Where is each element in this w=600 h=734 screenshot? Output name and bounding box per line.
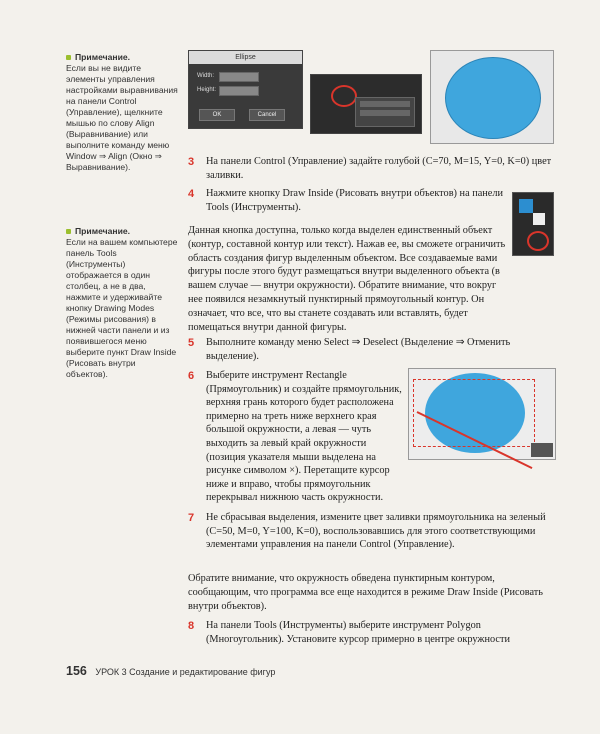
height-field [219, 86, 259, 96]
dashed-rectangle [413, 379, 535, 447]
stroke-swatch-icon [533, 213, 545, 225]
page-number: 156 [66, 664, 87, 678]
note-bullet-icon [66, 55, 71, 60]
note-body: Если на вашем компьютере панель Tools (Инструменты) отображается в один столбец, а не в два, нажмите и удерживайте кнопку Drawing Modes (Режимы рисования) в нижней части панели и из появившегося меню выберите пункт Draw Inside (Рисовать внутри объектов). [66, 237, 178, 379]
blue-circle-figure [430, 50, 554, 144]
ok-button: OK [199, 109, 235, 121]
highlight-ring-icon [331, 85, 357, 107]
step-3-text: На панели Control (Управление) задайте голубой (C=70, M=15, Y=0, K=0) цвет заливки. [206, 156, 552, 181]
blue-circle [445, 57, 541, 139]
rectangle-drawing-figure [408, 368, 556, 460]
fill-swatch-icon [519, 199, 533, 213]
dimensions-tooltip [531, 443, 553, 457]
note-title: Примечание. [75, 52, 131, 62]
step-number: 4 [188, 188, 195, 200]
ellipse-dialog-screenshot [188, 50, 303, 129]
width-field [219, 72, 259, 82]
step-8-text: На панели Tools (Инструменты) выберите инструмент Polygon (Многоугольник). Установите курсор примерно в центре окружности [206, 620, 510, 645]
paragraph-dashed-outline: Обратите внимание, что окружность обведена пунктирным контуром, сообщающим, что программа все еще находится в режиме Draw Inside (Рисовать внутри объектов). [188, 573, 543, 612]
align-panel-screenshot [310, 74, 422, 134]
step-number: 3 [188, 156, 195, 168]
sidebar-note-align [66, 52, 178, 173]
cancel-button: Cancel [249, 109, 285, 121]
highlight-ring-icon [527, 231, 549, 251]
step-7-text: Не сбрасывая выделения, измените цвет заливки прямоугольника на зеленый (C=50, M=0, Y=100, K=0), воспользовавшись для этого соответствующими элементами управления на панели Control (Управление). [206, 512, 546, 551]
dialog-title: Ellipse [189, 51, 302, 64]
sidebar-note-tools [66, 226, 178, 380]
note-body: Если вы не видите элементы управления настройками выравнивания на панели Control (Управление), щелкните мышью по слову Align (Выравнивание) или выполните команду меню Window ⇒ Align (Окно ⇒ Выравнивание). [66, 63, 178, 172]
step-number: 8 [188, 620, 195, 632]
step-number: 5 [188, 337, 195, 349]
chapter-label: УРОК 3 Создание и редактирование фигур [95, 667, 276, 677]
height-label: Height: [197, 87, 217, 93]
width-label: Width: [197, 73, 215, 79]
step-4-text: Нажмите кнопку Draw Inside (Рисовать внутри объектов) на панели Tools (Инструменты). [206, 188, 504, 213]
page-footer [66, 664, 275, 678]
paragraph-draw-inside: Данная кнопка доступна, только когда выделен единственный объект (контур, составной контур или текст). Нажав ее, вы сможете ограничить область создания фигур выделенным объектом. Все создаваемые вами фигуры после этого будут размещаться внутри выделенного объекта (в вашем случае — внутри окружности). Обратите внимание, что вокруг нее появился незамкнутый пунктирный прямоугольный контур. Он означает, что все, что вы станете создавать или вставлять, будет помещаться внутри данной фигуры. [188, 225, 506, 333]
step-6-text: Выберите инструмент Rectangle (Прямоугольник) и создайте прямоугольник, верхняя грань которого будет расположена примерно на треть ниже верхнего края большой окружности, а левая — чуть выходить за левый край окружности (позиция указателя мыши выделена на рисунке символом ×). Перетащите курсор ниже и вправо, чтобы прямоугольник перекрывал нижнюю часть окружности. [206, 370, 402, 504]
draw-inside-tool-screenshot [512, 192, 554, 256]
align-menu [355, 97, 415, 127]
step-number: 6 [188, 370, 195, 382]
note-bullet-icon [66, 229, 71, 234]
step-number: 7 [188, 512, 195, 524]
step-5-text: Выполните команду меню Select ⇒ Deselect (Выделение ⇒ Отменить выделение). [206, 337, 511, 362]
note-title: Примечание. [75, 226, 131, 236]
